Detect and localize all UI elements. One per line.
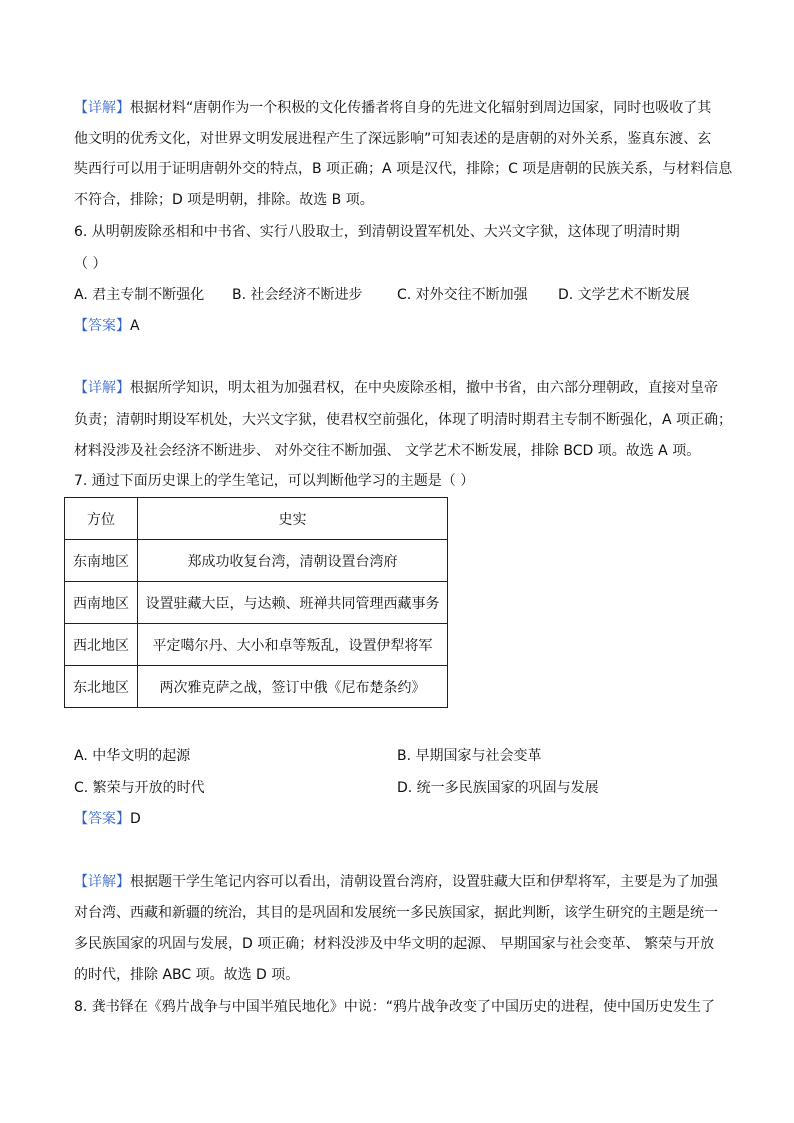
q7-answer: 【答案】D (74, 811, 141, 827)
q7-option-d: D. 统一多民族国家的巩固与发展 (397, 780, 599, 796)
q7-detail-line-4: 的时代，排除 ABC 项。故选 D 项。 (74, 967, 300, 983)
detail-label: 【详解】 (74, 100, 130, 116)
table-row (65, 540, 448, 582)
answer-label: 【答案】 (74, 318, 130, 334)
table-cell: 东北地区 (65, 666, 138, 708)
q6-option-c: C. 对外交往不断加强 (397, 287, 528, 303)
q7-stem: 7. 通过下面历史课上的学生笔记，可以判断他学习的主题是（ ） (74, 473, 475, 489)
answer-label: 【答案】 (74, 811, 130, 827)
q6-detail-line-2: 负责；清朝时期设军机处，大兴文字狱，使君权空前强化，体现了明清时期君主专制不断强化，A 项正确； (74, 412, 733, 428)
table-row (65, 582, 448, 624)
detail-label: 【详解】 (74, 380, 130, 396)
q7-detail-line-3: 多民族国家的巩固与发展，D 项正确；材料没涉及中华文明的起源、 早期国家与社会变革、 繁荣与开放 (74, 936, 715, 952)
table-row (65, 666, 448, 708)
student-notes-table (64, 497, 448, 708)
table-cell: 西南地区 (65, 582, 138, 624)
q5-detail-line-2: 他文明的优秀文化，对世界文明发展进程产生了深远影响”可知表述的是唐朝的对外关系，鉴真东渡、玄 (74, 131, 712, 147)
q6-option-b: B. 社会经济不断进步 (232, 287, 363, 303)
q6-detail-line-1: 【详解】根据所学知识，明太祖为加强君权，在中央废除丞相，撤中书省，由六部分理朝政，直接对皇帝 (74, 380, 718, 396)
q5-detail-line-3: 奘西行可以用于证明唐朝外交的特点，B 项正确；A 项是汉代，排除；C 项是唐朝的民族关系，与材料信息 (74, 161, 733, 177)
table-cell: 设置驻藏大臣，与达赖、班禅共同管理西藏事务 (138, 582, 448, 624)
table-row (65, 624, 448, 666)
table-header-cell: 方位 (65, 498, 138, 540)
q6-answer: 【答案】A (74, 318, 140, 334)
table-cell: 郑成功收复台湾，清朝设置台湾府 (138, 540, 448, 582)
q6-paren: （ ） (74, 256, 107, 272)
detail-label: 【详解】 (74, 874, 130, 890)
q5-detail-line-4: 不符合，排除；D 项是明朝，排除。故选 B 项。 (74, 192, 374, 208)
q6-option-d: D. 文学艺术不断发展 (558, 287, 690, 303)
table-cell: 西北地区 (65, 624, 138, 666)
q7-detail-line-1: 【详解】根据题干学生笔记内容可以看出，清朝设置台湾府，设置驻藏大臣和伊犁将军，主要是为了加强 (74, 874, 718, 890)
table-cell: 两次雅克萨之战，签订中俄《尼布楚条约》 (138, 666, 448, 708)
table-cell: 东南地区 (65, 540, 138, 582)
table-header-row (65, 498, 448, 540)
q7-detail-line-2: 对台湾、西藏和新疆的统治，其目的是巩固和发展统一多民族国家，据此判断，该学生研究的主题是统一 (74, 905, 718, 921)
table-header-cell: 史实 (138, 498, 448, 540)
table-cell: 平定噶尔丹、大小和卓等叛乱，设置伊犁将军 (138, 624, 448, 666)
q7-option-c: C. 繁荣与开放的时代 (74, 780, 205, 796)
q6-detail-line-3: 材料没涉及社会经济不断进步、 对外交往不断加强、 文学艺术不断发展，排除 BCD 项。故选 A 项。 (74, 443, 701, 459)
q6-stem: 6. 从明朝废除丞相和中书省、实行八股取士，到清朝设置军机处、大兴文字狱，这体现了明清时期 (74, 224, 680, 240)
q8-stem: 8. 龚书铎在《鸦片战争与中国半殖民地化》中说：“鸦片战争改变了中国历史的进程，使中国历史发生了 (74, 999, 716, 1015)
q7-option-b: B. 早期国家与社会变革 (397, 748, 542, 764)
q5-detail-line-1: 【详解】根据材料“唐朝作为一个积极的文化传播者将自身的先进文化辐射到周边国家，同时也吸收了其 (74, 100, 712, 116)
q7-option-a: A. 中华文明的起源 (74, 748, 191, 764)
q6-option-a: A. 君主专制不断强化 (74, 287, 205, 303)
